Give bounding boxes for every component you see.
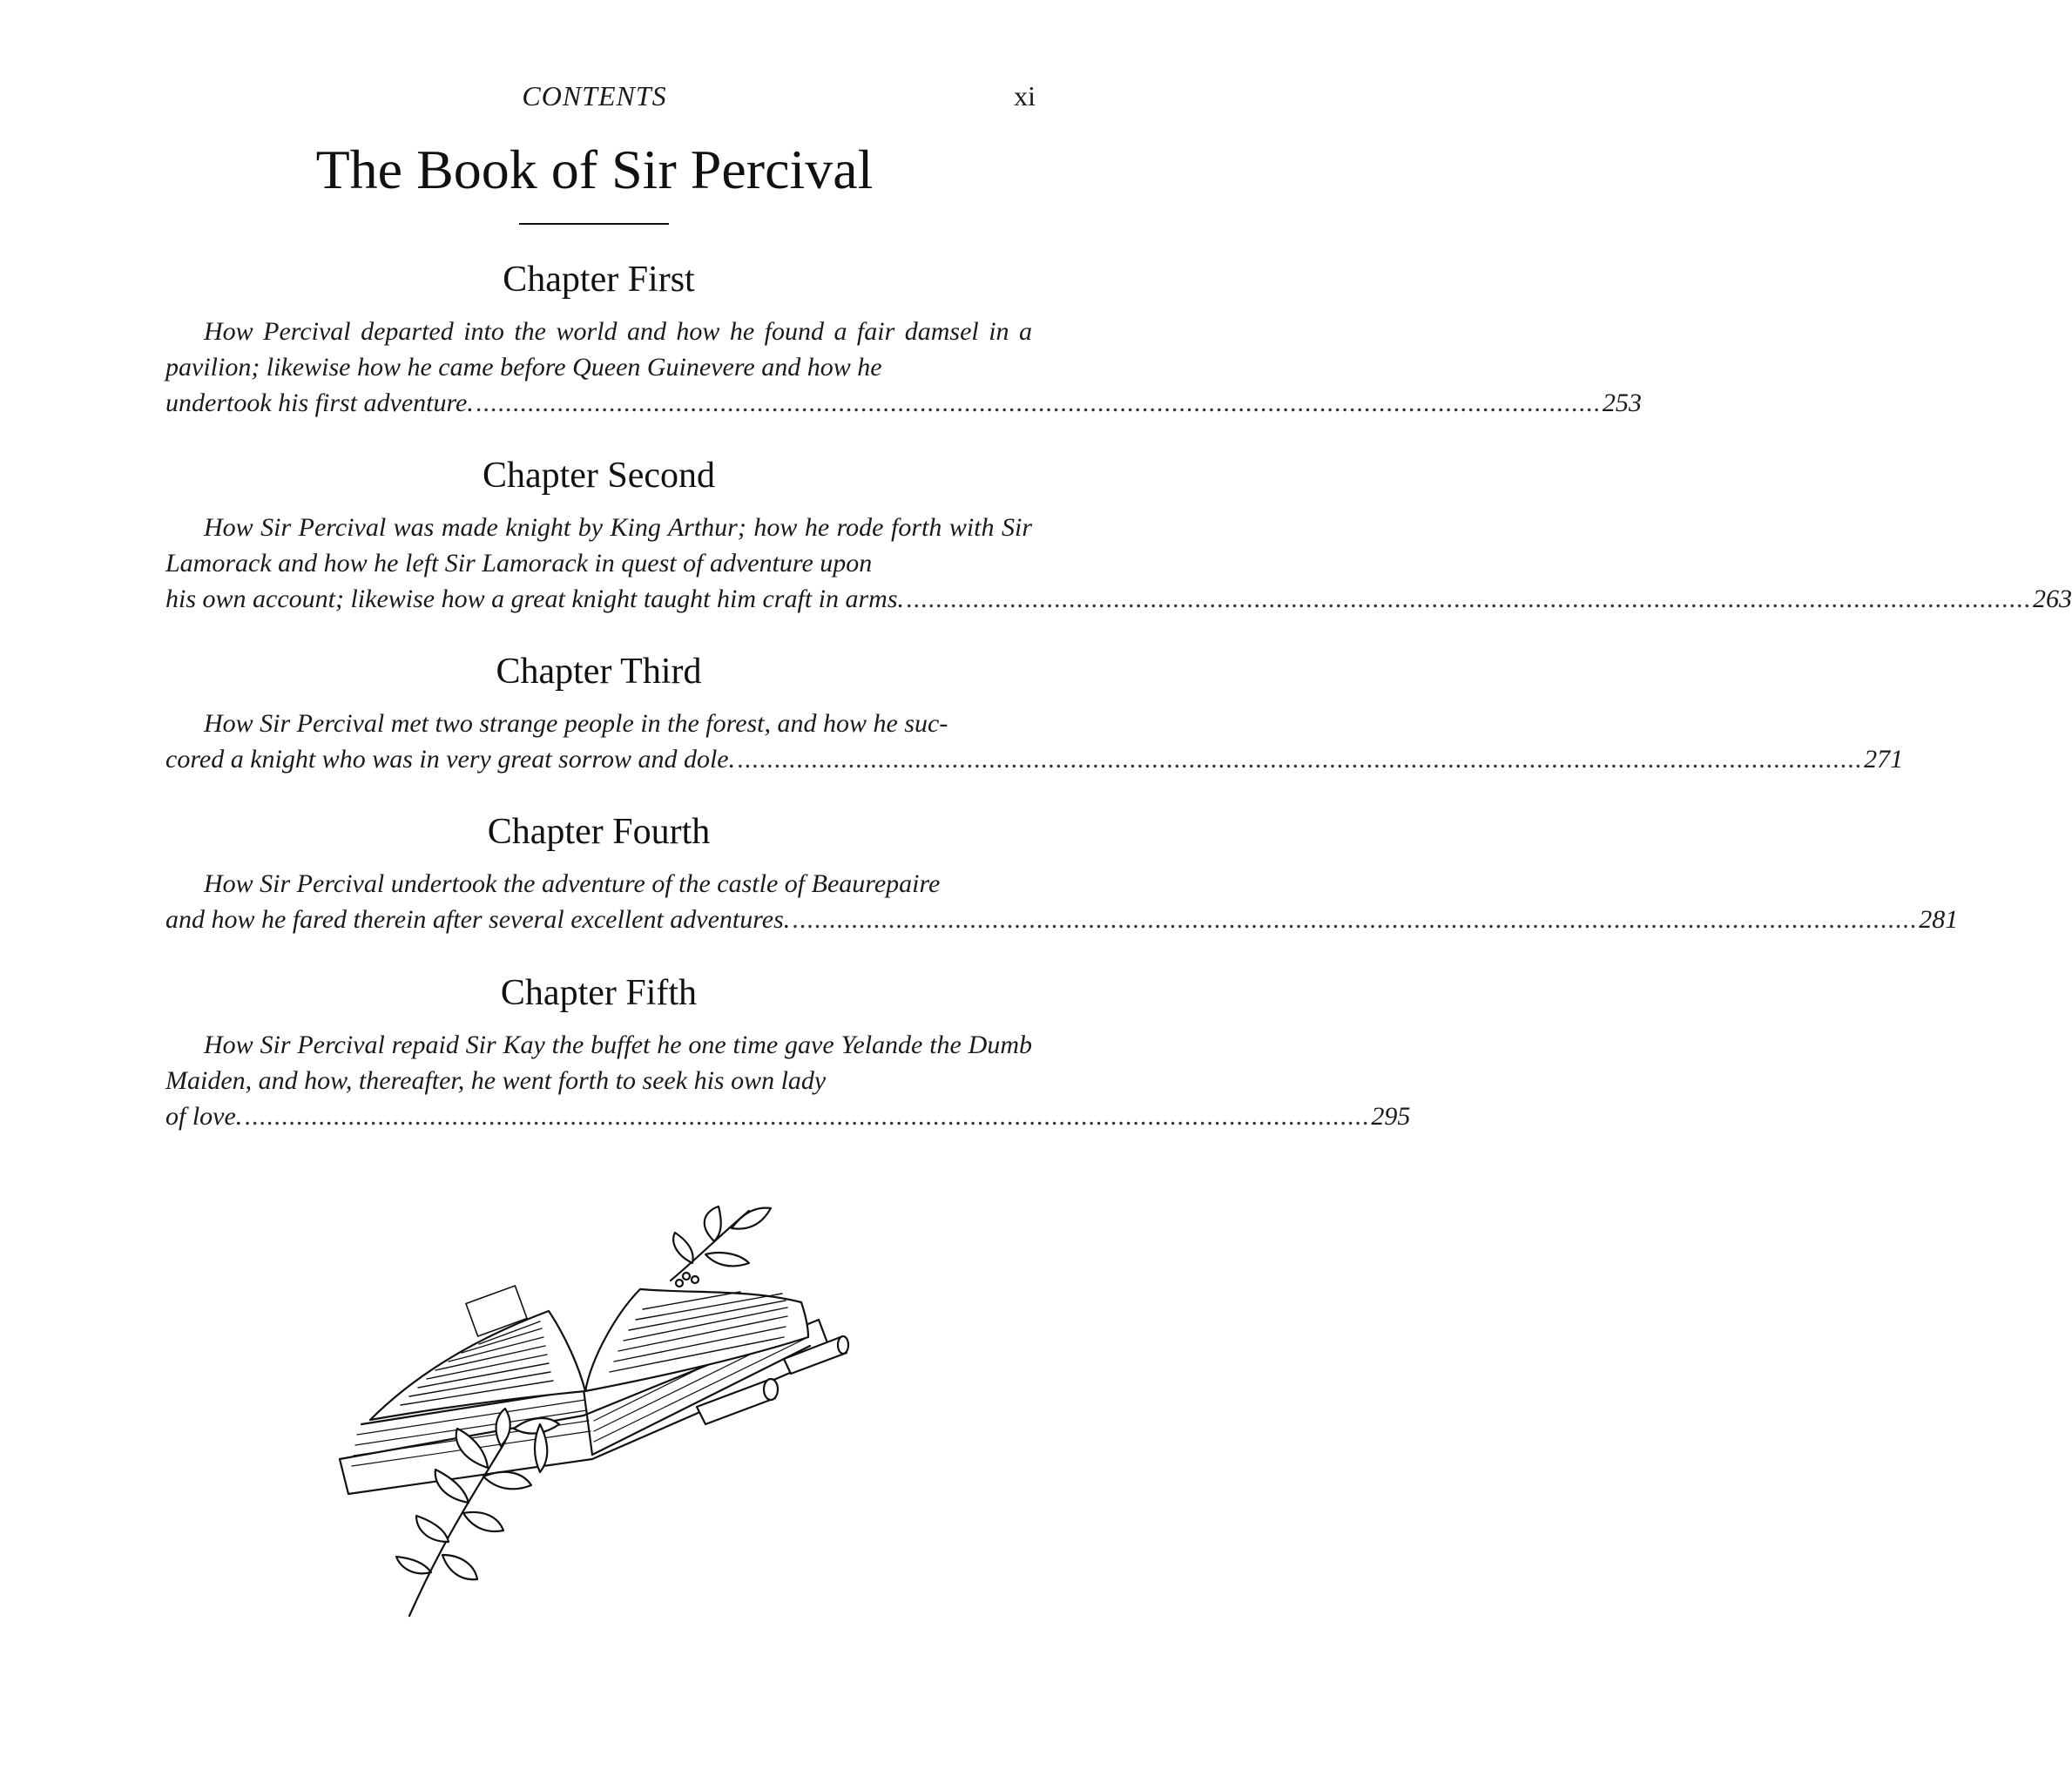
summary-end: cored a knight who was in very great sorrow and dole. xyxy=(165,745,736,774)
chapter-page-number[interactable]: 295 xyxy=(1371,1102,1411,1131)
chapter-page-number[interactable]: 281 xyxy=(1919,905,1959,934)
leader-dots: ........................................................................................................................................................ xyxy=(792,905,1918,934)
chapter-page-number[interactable]: 271 xyxy=(1864,745,1904,774)
summary-end: undertook his first adventure. xyxy=(165,389,474,417)
summary-end: of love. xyxy=(165,1102,243,1131)
chapter-summary-last-line xyxy=(165,385,1642,421)
chapter-title: Chapter Second xyxy=(482,456,716,496)
summary-end: and how he fared therein after several excellent adventures. xyxy=(165,905,791,934)
book-title: The Book of Sir Percival xyxy=(315,139,874,200)
chapter-summary-last-line xyxy=(165,902,1959,937)
summary-end: his own account; likewise how a great knight taught him craft in arms. xyxy=(165,585,904,613)
chapter-summary: How Sir Percival met two strange people in the forest, and how he suc- xyxy=(204,709,948,738)
chapter-title: Chapter First xyxy=(503,260,695,300)
chapter-summary: How Sir Percival repaid Sir Kay the buffet he one time gave Yelande the Dumb Maiden, and how, thereafter, he went forth to seek his own lady xyxy=(165,1031,1032,1095)
chapter-page-number[interactable]: 263 xyxy=(2033,585,2072,613)
title-rule xyxy=(519,223,669,225)
open-book-with-laurel-illustration xyxy=(331,1206,871,1625)
chapter-summary-last-line xyxy=(165,581,2072,617)
leader-dots: ........................................................................................................................................................ xyxy=(244,1102,1370,1131)
chapter-title: Chapter Third xyxy=(496,652,702,692)
toc-entry-chapter-first[interactable] xyxy=(165,258,1642,421)
chapter-title: Chapter Fifth xyxy=(500,973,698,1013)
toc-entry-chapter-fourth[interactable] xyxy=(165,810,1959,937)
leader-dots: ........................................................................................................................................................ xyxy=(737,745,1863,774)
running-head: CONTENTS xyxy=(522,80,667,112)
toc-entry-chapter-fifth[interactable] xyxy=(165,971,1411,1134)
toc-entry-chapter-third[interactable] xyxy=(165,650,1904,777)
chapter-summary: How Sir Percival was made knight by King Arthur; how he rode forth with Sir Lamorack and how he left Sir Lamorack in quest of adventure upon xyxy=(165,513,1032,578)
chapter-title: Chapter Fourth xyxy=(487,812,711,852)
chapter-summary: How Sir Percival undertook the adventure of the castle of Beaurepaire xyxy=(204,869,941,898)
page-number: xi xyxy=(1014,80,1036,112)
chapter-summary: How Percival departed into the world and how he found a fair damsel in a pavilion; likewise how he came before Queen Guinevere and how he xyxy=(165,317,1032,382)
chapter-summary-last-line xyxy=(165,1098,1411,1134)
chapter-summary-last-line xyxy=(165,741,1904,777)
leader-dots: ........................................................................................................................................................ xyxy=(475,389,1601,417)
toc-entry-chapter-second[interactable] xyxy=(165,454,2072,617)
leader-dots: ........................................................................................................................................................ xyxy=(906,585,2031,613)
chapter-page-number[interactable]: 253 xyxy=(1602,389,1642,417)
